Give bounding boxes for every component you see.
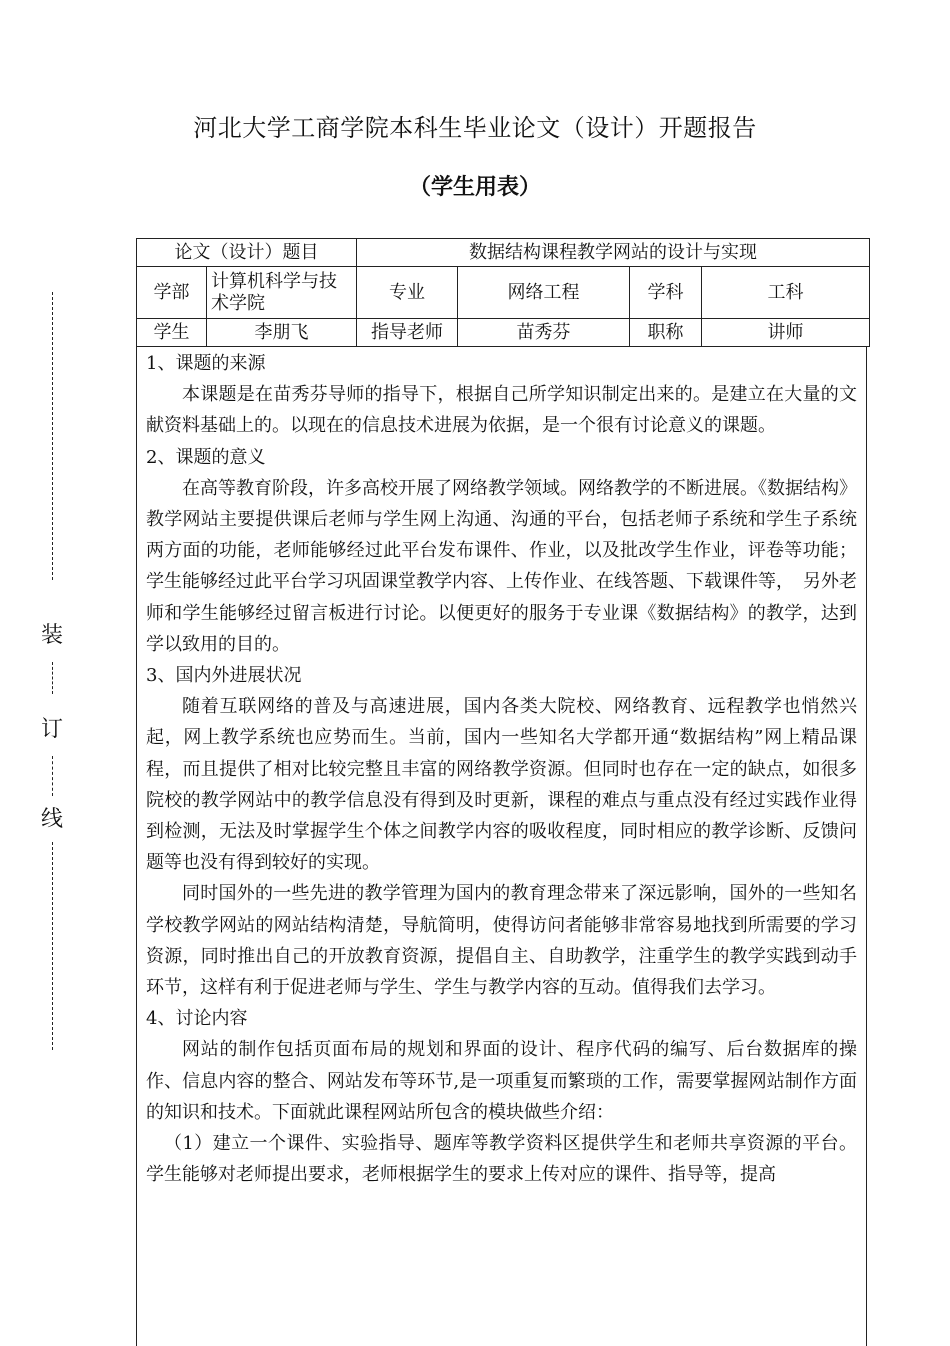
binding-dash-line-bottom	[52, 842, 53, 1050]
binding-dash-line-middle-1	[52, 662, 53, 694]
topic-label: 论文（设计）题目	[137, 239, 357, 267]
binding-char-zhuang: 装	[40, 623, 63, 648]
rank-value: 讲师	[702, 319, 870, 347]
document-title: 河北大学工商学院本科生毕业论文（设计）开题报告	[193, 114, 757, 142]
advisor-label: 指导老师	[357, 319, 458, 347]
dept-row	[137, 267, 870, 319]
student-row	[137, 319, 870, 347]
advisor-value: 苗秀芬	[458, 319, 630, 347]
major-value: 网络工程	[458, 267, 630, 319]
major-label: 专业	[357, 267, 458, 319]
section-paragraph: 随着互联网络的普及与高速进展，国内各类大院校、网络教育、远程教学也悄然兴起，网上教学系统也应势而生。当前，国内一些知名大学都开通“数据结构”网上精品课程，而且提供了相对比较完整且丰富的网络教学资源。但同时也存在一定的缺点，如很多院校的教学网站中的教学信息没有得到及时更新，课程的难点与重点没有经过实践作业得到检测，无法及时掌握学生个体之间教学内容的吸收程度，同时相应的教学诊断、反馈问题等也没有得到较好的实现。	[146, 696, 857, 874]
section-paragraph: 同时国外的一些先进的教学管理为国内的教育理念带来了深远影响，国外的一些知名学校教学网站的网站结构清楚，导航简明，使得访问者能够非常容易地找到所需要的学习资源，同时推出自己的开放教育资源，提倡自主、自助教学，注重学生的教学实践到动手环节，这样有利于促进老师与学生、学生与教学内容的互动。值得我们去学习。	[146, 883, 857, 999]
section-paragraph: 在高等教育阶段，许多高校开展了网络教学领域。网络教学的不断进展。《数据结构》教学网站主要提供课后老师与学生网上沟通、沟通的平台，包括老师子系统和学生子系统两方面的功能，老师能够经过此平台发布课件、作业，以及批改学生作业，评卷等功能；学生能够经过此平台学习巩固课堂教学内容、上传作业、在线答题、下载课件等， 另外老师和学生能够经过留言板进行讨论。以便更好的服务于专业课《数据结构》的教学，达到学以致用的目的。	[146, 477, 857, 655]
info-table	[136, 238, 870, 347]
dept-label: 学部	[137, 267, 207, 319]
section-heading: 1、课题的来源	[146, 353, 266, 374]
discipline-value: 工科	[702, 267, 870, 319]
binding-dash-line-middle-2	[52, 756, 53, 796]
section-heading: 3、国内外进展状况	[146, 665, 302, 687]
discipline-label: 学科	[630, 267, 702, 319]
list-item-1: （1）建立一个课件、实验指导、题库等教学资料区提供学生和老师共享资源的平台。学生能够对老师提出要求，老师根据学生的要求上传对应的课件、指导等，提高	[146, 1133, 857, 1186]
section-paragraph: 网站的制作包括页面布局的规划和界面的设计、程序代码的编写、后台数据库的操作、信息内容的整合、网站发布等环节,是一项重复而繁琐的工作，需要掌握网站制作方面的知识和技术。下面就此课程网站所包含的模块做些介绍：	[146, 1039, 857, 1123]
dept-value: 计算机科学与技术学院	[207, 267, 357, 319]
binding-dash-line-top	[52, 292, 53, 580]
topic-row	[137, 239, 870, 267]
student-value: 李朋飞	[207, 319, 357, 347]
document-subtitle: （学生用表）	[408, 175, 541, 200]
binding-char-xian: 线	[40, 807, 63, 832]
report-body	[136, 346, 867, 1346]
student-label: 学生	[137, 319, 207, 347]
binding-char-ding: 订	[40, 717, 63, 742]
section-heading: 2、课题的意义	[146, 446, 266, 468]
section-paragraph: 本课题是在苗秀芬导师的指导下，根据自己所学知识制定出来的。是建立在大量的文献资料基础上的。以现在的信息技术进展为依据，是一个很有讨论意义的课题。	[146, 384, 857, 437]
section-heading: 4、讨论内容	[146, 1008, 248, 1030]
topic-value: 数据结构课程教学网站的设计与实现	[357, 239, 870, 267]
rank-label: 职称	[630, 319, 702, 347]
